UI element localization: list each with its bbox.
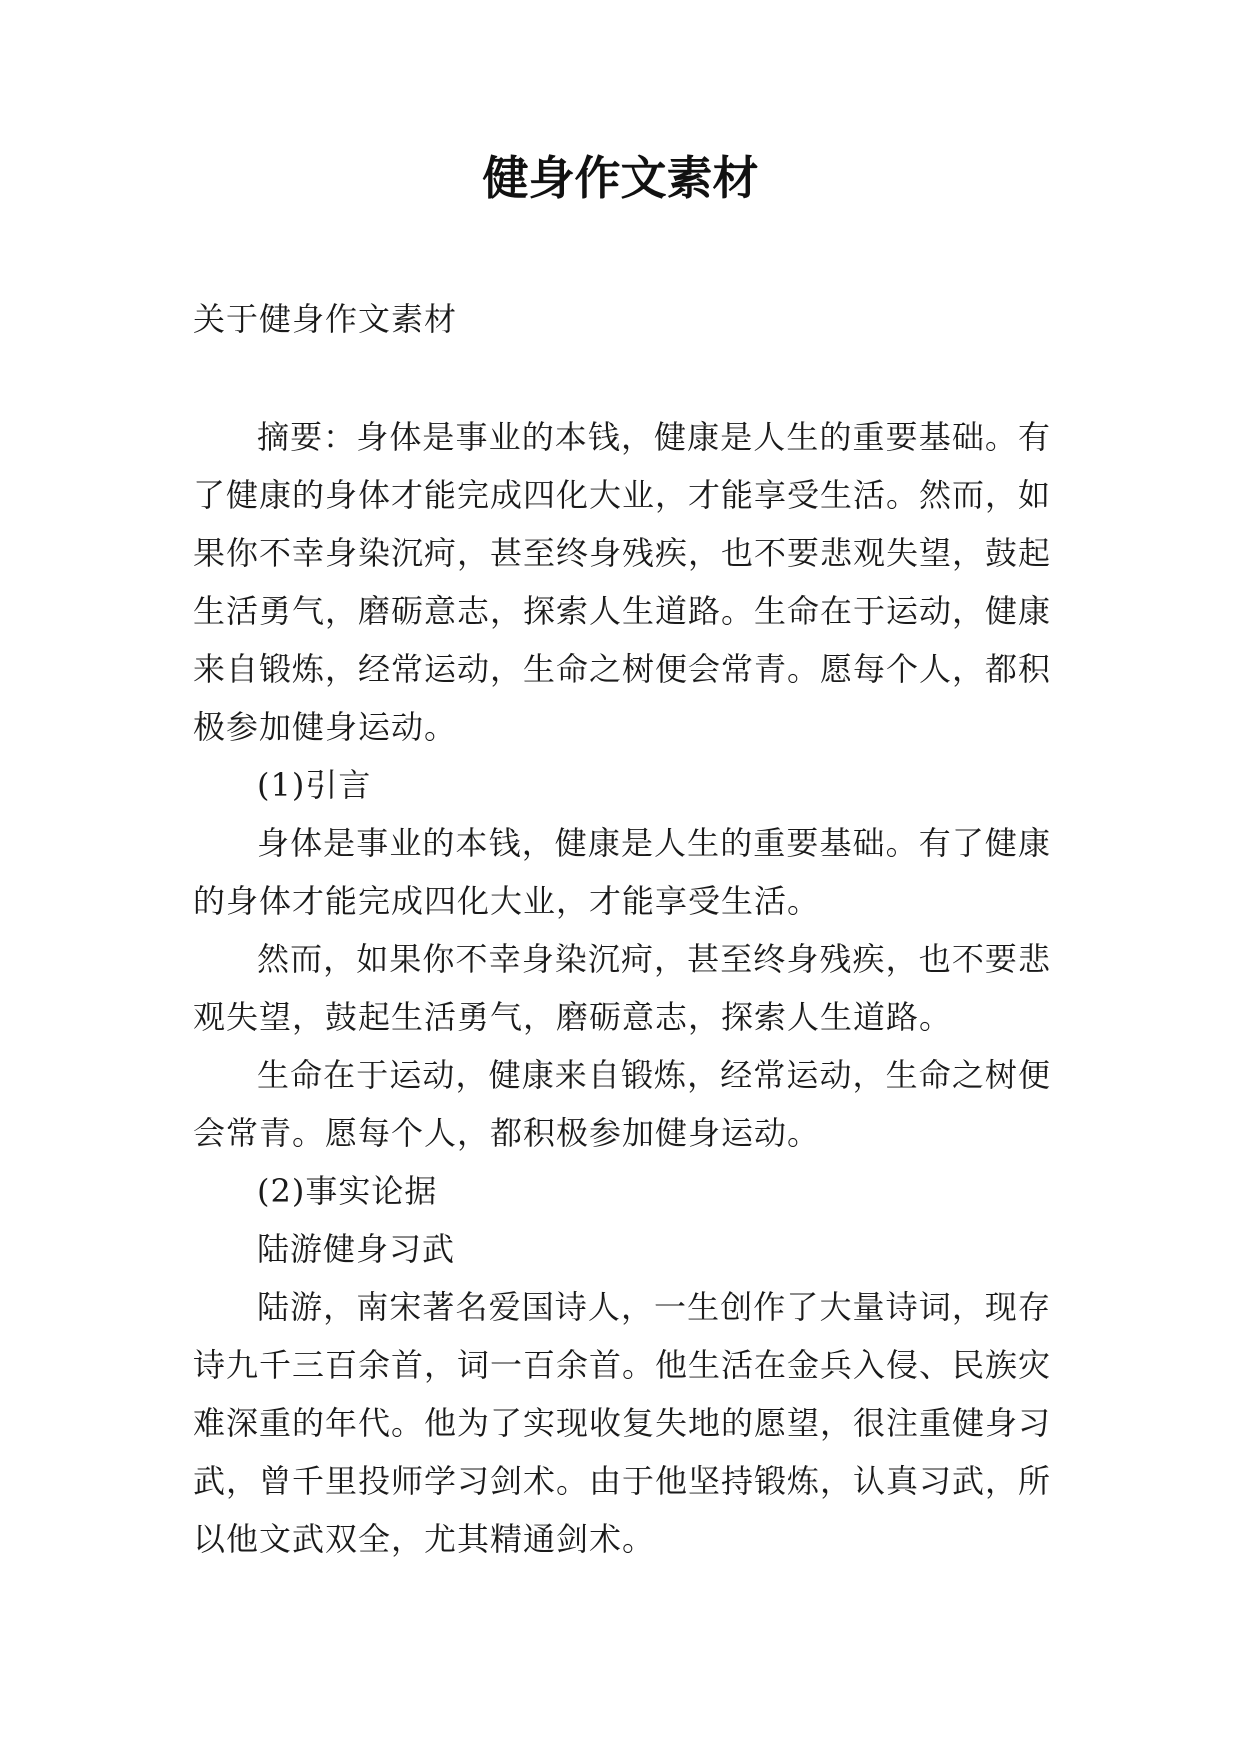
body-paragraph: 身体是事业的本钱，健康是人生的重要基础。有了健康的身体才能完成四化大业，才能享受生活。 xyxy=(193,824,1051,920)
document-title: 健身作文素材 xyxy=(482,151,759,205)
body-paragraph: 陆游，南宋著名爱国诗人，一生创作了大量诗词，现存诗九千三百余首，词一百余首。他生活在金兵入侵、民族灾难深重的年代。他为了实现收复失地的愿望，很注重健身习武，曾千里投师学习剑术。由于他坚持锻炼，认真习武，所以他文武双全，尤其精通剑术。 xyxy=(193,1288,1052,1558)
body-paragraph: 然而，如果你不幸身染沉疴，甚至终身残疾，也不要悲观失望，鼓起生活勇气，磨砺意志，探索人生道路。 xyxy=(193,940,1051,1036)
abstract-paragraph: 摘要：身体是事业的本钱，健康是人生的重要基础。有了健康的身体才能完成四化大业，才能享受生活。然而，如果你不幸身染沉疴，甚至终身残疾，也不要悲观失望，鼓起生活勇气，磨砺意志，探索人生道路。生命在于运动，健康来自锻炼，经常运动，生命之树便会常青。愿每个人，都积极参加健身运动。 xyxy=(193,418,1052,746)
body-paragraph: 生命在于运动，健康来自锻炼，经常运动，生命之树便会常青。愿每个人，都积极参加健身运动。 xyxy=(193,1056,1051,1152)
section-heading-evidence: (2)事实论据 xyxy=(257,1172,438,1210)
document-subtitle: 关于健身作文素材 xyxy=(193,300,458,338)
example-heading: 陆游健身习武 xyxy=(257,1230,456,1268)
document-body xyxy=(193,290,1051,1568)
section-heading-introduction: (1)引言 xyxy=(257,766,372,804)
